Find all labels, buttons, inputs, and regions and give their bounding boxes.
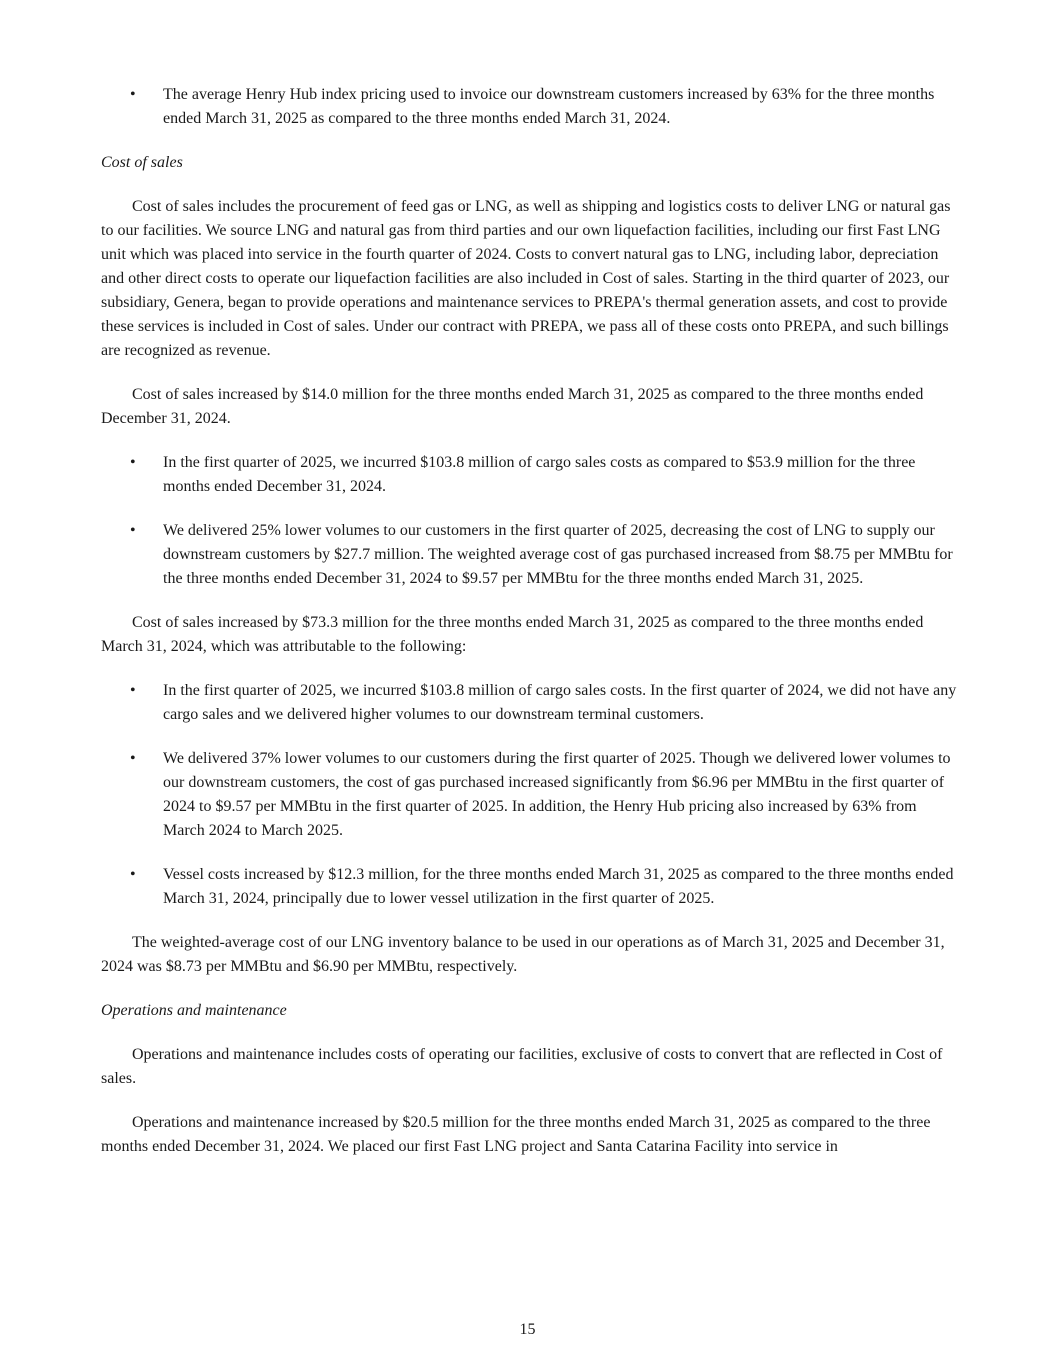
bullet-text: The average Henry Hub index pricing used to invoice our downstream customers increased by 63% for the three months ended March 31, 2025 as compared to the three months ended March 31, 2024. <box>163 86 935 127</box>
bullet-text: We delivered 37% lower volumes to our customers during the first quarter of 2025. Though we delivered lower volumes to our downstream customers, the cost of gas purchased increased significantly from $6.96 per MMBtu in the first quarter of 2024 to $9.57 per MMBtu in the first quarter of 2025. In addition, the Henry Hub pricing also increased by 63% from March 2024 to March 2025. <box>163 750 951 839</box>
bullet-text: Vessel costs increased by $12.3 million, for the three months ended March 31, 2025 as compared to the three months ended March 31, 2024, principally due to lower vessel utilization in the first quarter of 2025. <box>163 866 954 907</box>
paragraph: The weighted-average cost of our LNG inventory balance to be used in our operations as of March 31, 2025 and December 31, 2024 was $8.73 per MMBtu and $6.90 per MMBtu, respectively. <box>101 934 945 975</box>
bullet-glyph: • <box>130 86 136 103</box>
bullet-item <box>101 863 957 911</box>
paragraph: Operations and maintenance increased by $20.5 million for the three months ended March 31, 2025 as compared to the three months ended December 31, 2024. We placed our first Fast LNG project and Santa Catarina Facility into service in <box>101 1114 931 1155</box>
bullet-glyph: • <box>130 750 136 767</box>
bullet-glyph: • <box>130 682 136 699</box>
section-heading-operations-and-maintenance: Operations and maintenance <box>101 1002 287 1019</box>
page-number: 15 <box>519 1321 536 1338</box>
bullet-item <box>101 747 957 843</box>
bullet-glyph: • <box>130 522 136 539</box>
document-page <box>101 83 957 1179</box>
bullet-text: In the first quarter of 2025, we incurred $103.8 million of cargo sales costs as compared to $53.9 million for the three months ended December 31, 2024. <box>163 454 916 495</box>
paragraph: Operations and maintenance includes costs of operating our facilities, exclusive of costs to convert that are reflected in Cost of sales. <box>101 1046 943 1087</box>
paragraph: Cost of sales increased by $14.0 million for the three months ended March 31, 2025 as compared to the three months ended December 31, 2024. <box>101 386 924 427</box>
bullet-glyph: • <box>130 866 136 883</box>
bullet-item <box>101 83 957 131</box>
bullet-glyph: • <box>130 454 136 471</box>
paragraph: Cost of sales increased by $73.3 million for the three months ended March 31, 2025 as compared to the three months ended March 31, 2024, which was attributable to the following: <box>101 614 924 655</box>
bullet-text: We delivered 25% lower volumes to our customers in the first quarter of 2025, decreasing the cost of LNG to supply our downstream customers by $27.7 million. The weighted average cost of gas purchased increased from $8.75 per MMBtu for the three months ended December 31, 2024 to $9.57 per MMBtu for the three months ended March 31, 2025. <box>163 522 953 587</box>
bullet-item <box>101 519 957 591</box>
paragraph: Cost of sales includes the procurement of feed gas or LNG, as well as shipping and logistics costs to deliver LNG or natural gas to our facilities. We source LNG and natural gas from third parties and our own liquefaction facilities, including our first Fast LNG unit which was placed into service in the fourth quarter of 2024. Costs to convert natural gas to LNG, including labor, depreciation and other direct costs to operate our liquefaction facilities are also included in Cost of sales. Starting in the third quarter of 2023, our subsidiary, Genera, began to provide operations and maintenance services to PREPA's thermal generation assets, and cost to provide these services is included in Cost of sales. Under our contract with PREPA, we pass all of these costs onto PREPA, and such billings are recognized as revenue. <box>101 198 951 359</box>
section-heading-cost-of-sales: Cost of sales <box>101 154 183 171</box>
bullet-item <box>101 679 957 727</box>
bullet-text: In the first quarter of 2025, we incurred $103.8 million of cargo sales costs. In the first quarter of 2024, we did not have any cargo sales and we delivered higher volumes to our downstream terminal customers. <box>163 682 957 723</box>
bullet-item <box>101 451 957 499</box>
